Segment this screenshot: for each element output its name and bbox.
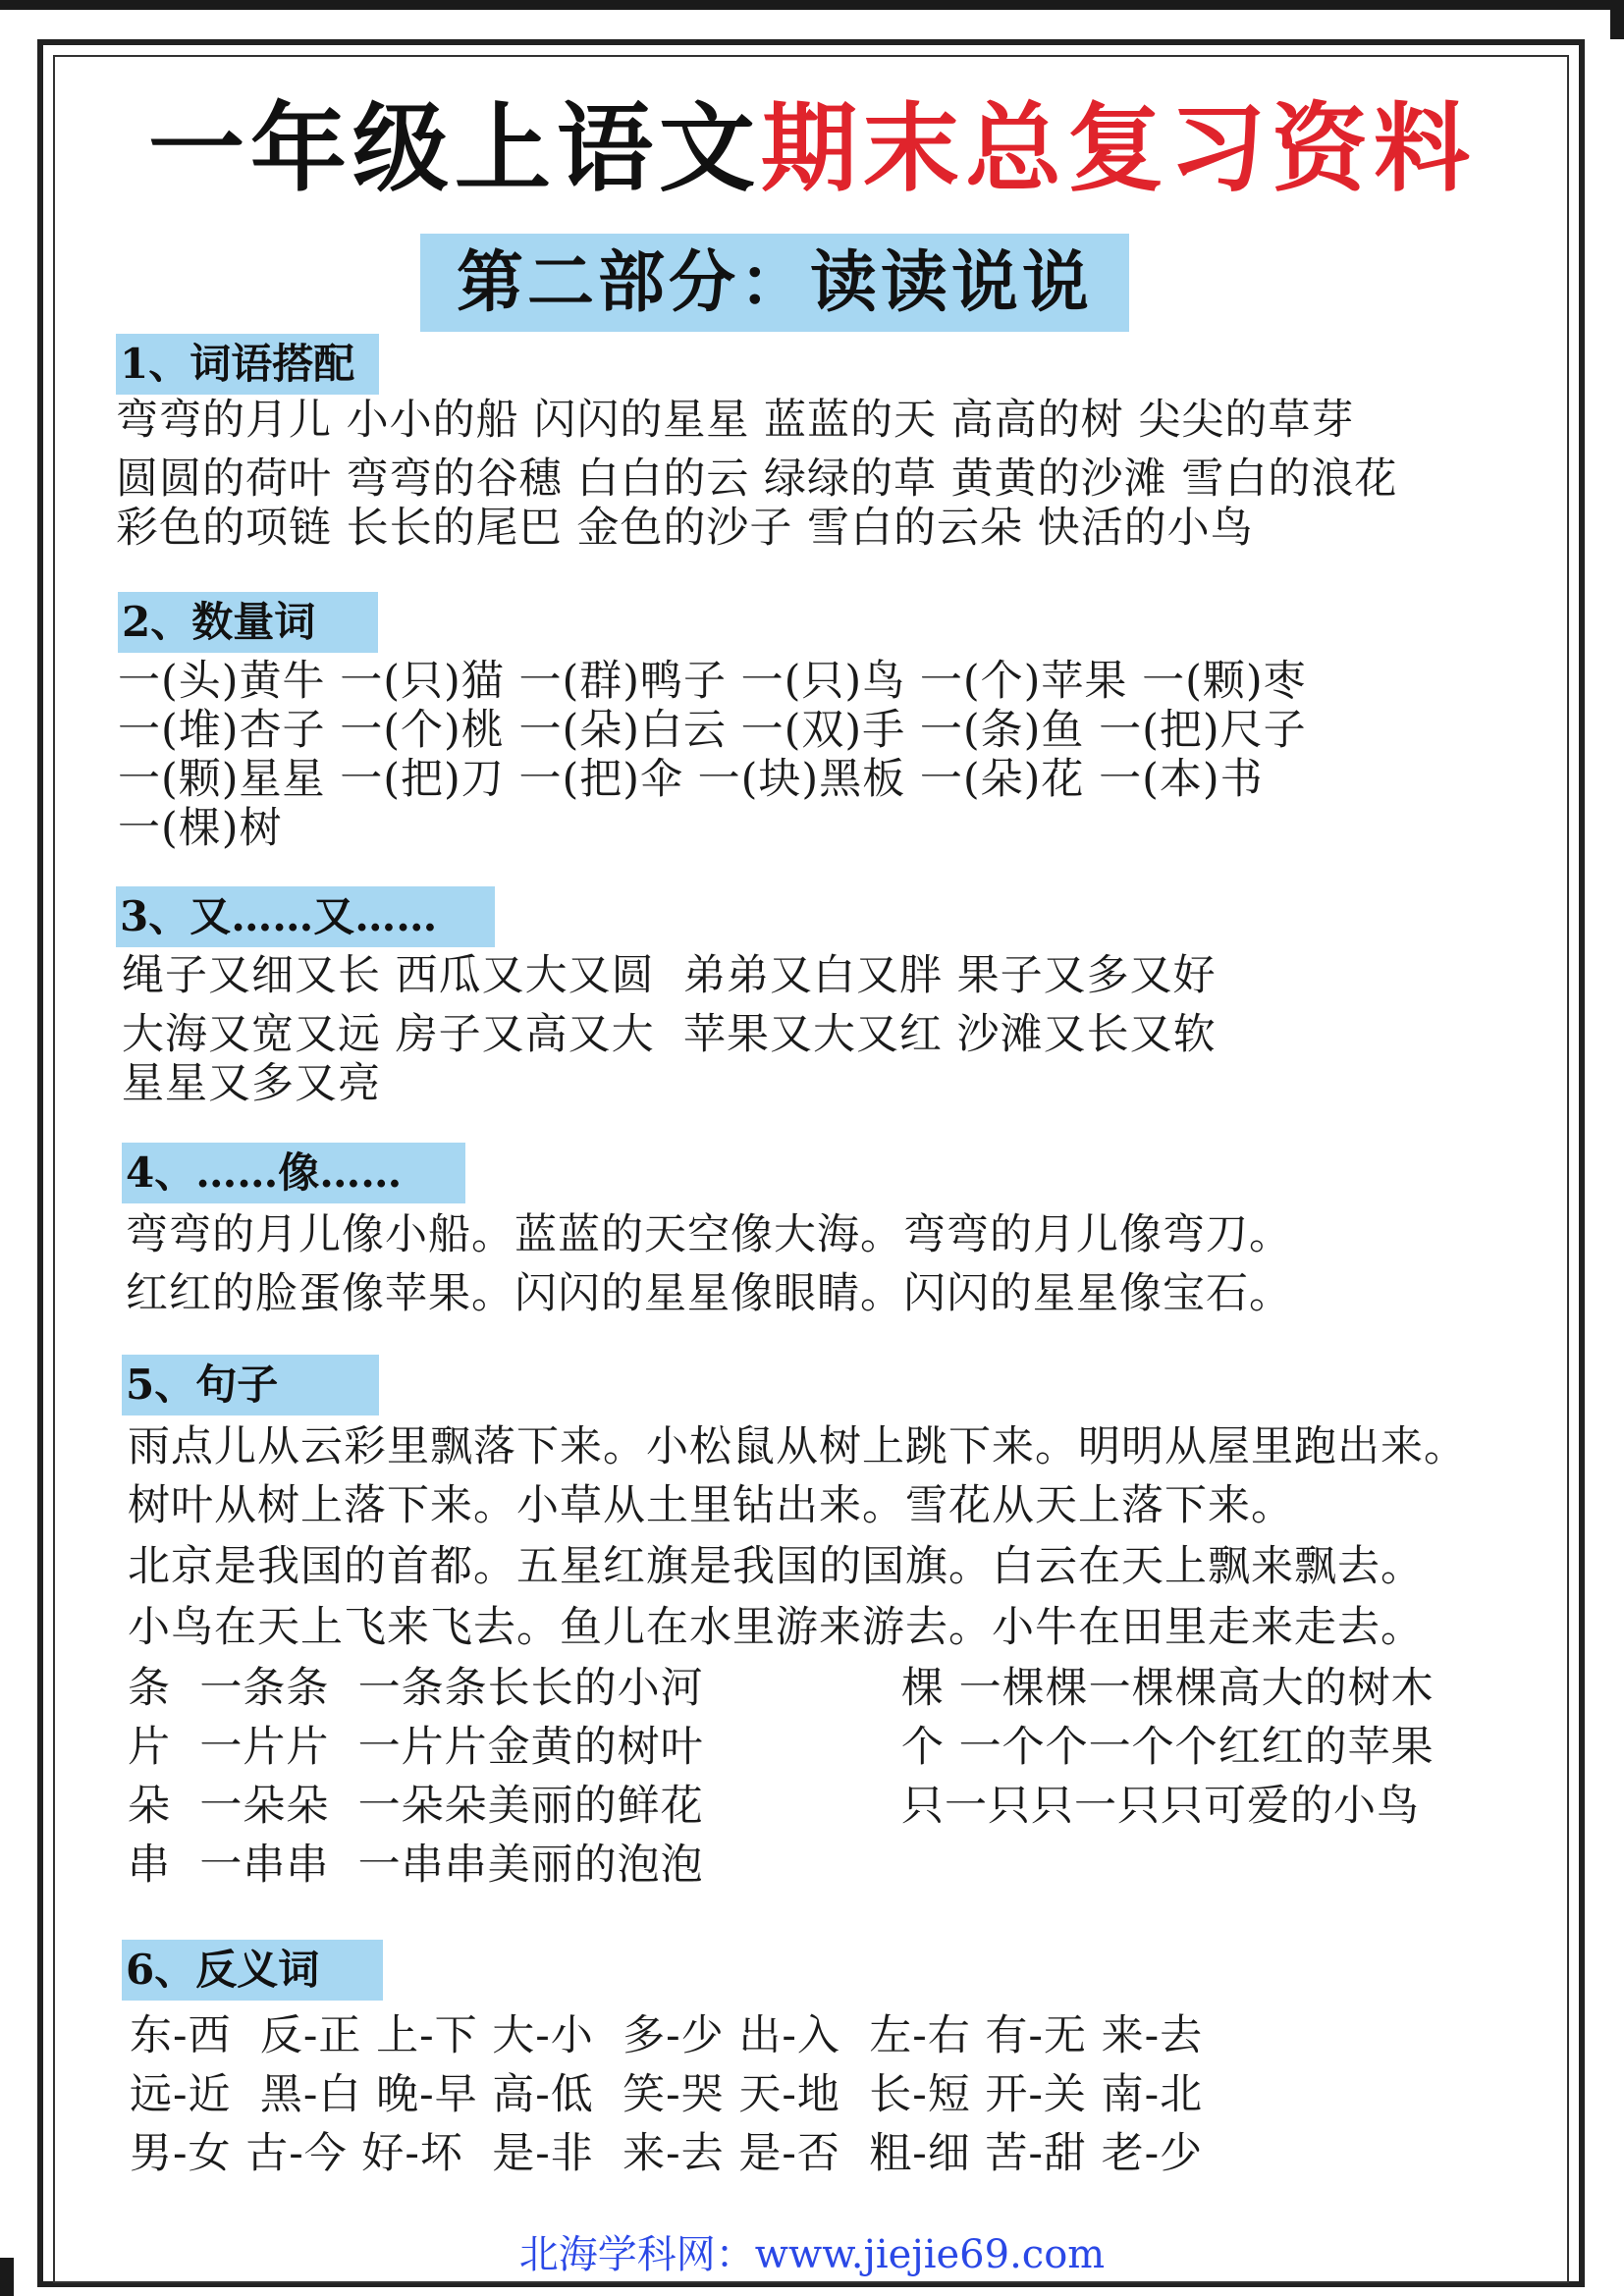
- s1-line-1: 弯弯的月儿 小小的船 闪闪的星星 蓝蓝的天 高高的树 尖尖的草芽: [116, 396, 1355, 445]
- watermark: 北海学科网：www.jiejie69.com: [518, 2232, 1106, 2277]
- s3-line-3: 星星又多又亮: [122, 1059, 381, 1108]
- page-top-edge: [0, 0, 1624, 10]
- s1-line-2: 圆圆的荷叶 弯弯的谷穗 白白的云 绿绿的草 黄黄的沙滩 雪白的浪花: [116, 454, 1398, 504]
- s2-line-1: 一(头)黄牛 一(只)猫 一(群)鸭子 一(只)鸟 一(个)苹果 一(颗)枣: [118, 657, 1307, 706]
- s1-line-3: 彩色的项链 长长的尾巴 金色的沙子 雪白的云朵 快活的小鸟: [116, 504, 1254, 553]
- s3-line-2: 大海又宽又远 房子又高又大 苹果又大又红 沙滩又长又软: [122, 1010, 1217, 1059]
- s4-line-2: 红红的脸蛋像苹果。闪闪的星星像眼睛。闪闪的星星像宝石。: [126, 1269, 1292, 1318]
- title-part2: 期末总复习资料: [761, 92, 1477, 205]
- s5-line-3: 北京是我国的首都。五星红旗是我国的国旗。白云在天上飘来飘去。: [128, 1542, 1424, 1591]
- section-5-heading: 5、句子: [122, 1355, 379, 1415]
- s6-line-1: 东-西 反-正 上-下 大-小 多-少 出-入 左-右 有-无 来-去: [130, 2011, 1204, 2060]
- title-part1: 一年级上语文: [147, 92, 761, 205]
- page-title: [0, 90, 1624, 208]
- s5-left-row-4: 串 一串串 一串串美丽的泡泡: [128, 1841, 704, 1890]
- s5-line-1: 雨点儿从云彩里飘落下来。小松鼠从树上跳下来。明明从屋里跑出来。: [128, 1422, 1467, 1471]
- section-2-heading: 2、数量词: [118, 592, 378, 653]
- s5-left-row-1: 条 一条条 一条条长长的小河: [128, 1664, 704, 1713]
- s2-line-4: 一(棵)树: [118, 804, 283, 853]
- section-4-heading: 4、……像……: [122, 1143, 465, 1203]
- section-3-heading: 3、又……又……: [116, 886, 495, 947]
- s5-right-row-3: 只一只只一只只可爱的小鸟: [901, 1782, 1420, 1831]
- s4-line-1: 弯弯的月儿像小船。蓝蓝的天空像大海。弯弯的月儿像弯刀。: [126, 1210, 1292, 1259]
- section-1-heading: 1、词语搭配: [116, 334, 379, 395]
- s6-line-3: 男-女 古-今 好-坏 是-非 来-去 是-否 粗-细 苦-甜 老-少: [130, 2129, 1204, 2178]
- part-banner: 第二部分：读读说说: [420, 234, 1129, 332]
- s6-line-2: 远-近 黑-白 晚-早 高-低 笑-哭 天-地 长-短 开-关 南-北: [130, 2070, 1204, 2119]
- s2-line-3: 一(颗)星星 一(把)刀 一(把)伞 一(块)黑板 一(朵)花 一(本)书: [118, 755, 1264, 804]
- s5-right-row-1: 棵 一棵棵一棵棵高大的树木: [901, 1664, 1435, 1713]
- page-top-right-edge: [1610, 0, 1624, 39]
- s5-left-row-3: 朵 一朵朵 一朵朵美丽的鲜花: [128, 1782, 704, 1831]
- section-6-heading: 6、反义词: [122, 1940, 383, 2001]
- s5-right-row-2: 个 一个个一个个红红的苹果: [901, 1723, 1435, 1772]
- s3-line-1: 绳子又细又长 西瓜又大又圆 弟弟又白又胖 果子又多又好: [122, 951, 1217, 1000]
- s2-line-2: 一(堆)杏子 一(个)桃 一(朵)白云 一(双)手 一(条)鱼 一(把)尺子: [118, 706, 1307, 755]
- s5-line-2: 树叶从树上落下来。小草从土里钻出来。雪花从天上落下来。: [128, 1481, 1294, 1530]
- s5-line-4: 小鸟在天上飞来飞去。鱼儿在水里游来游去。小牛在田里走来走去。: [128, 1603, 1424, 1652]
- s5-left-row-2: 片 一片片 一片片金黄的树叶: [128, 1723, 704, 1772]
